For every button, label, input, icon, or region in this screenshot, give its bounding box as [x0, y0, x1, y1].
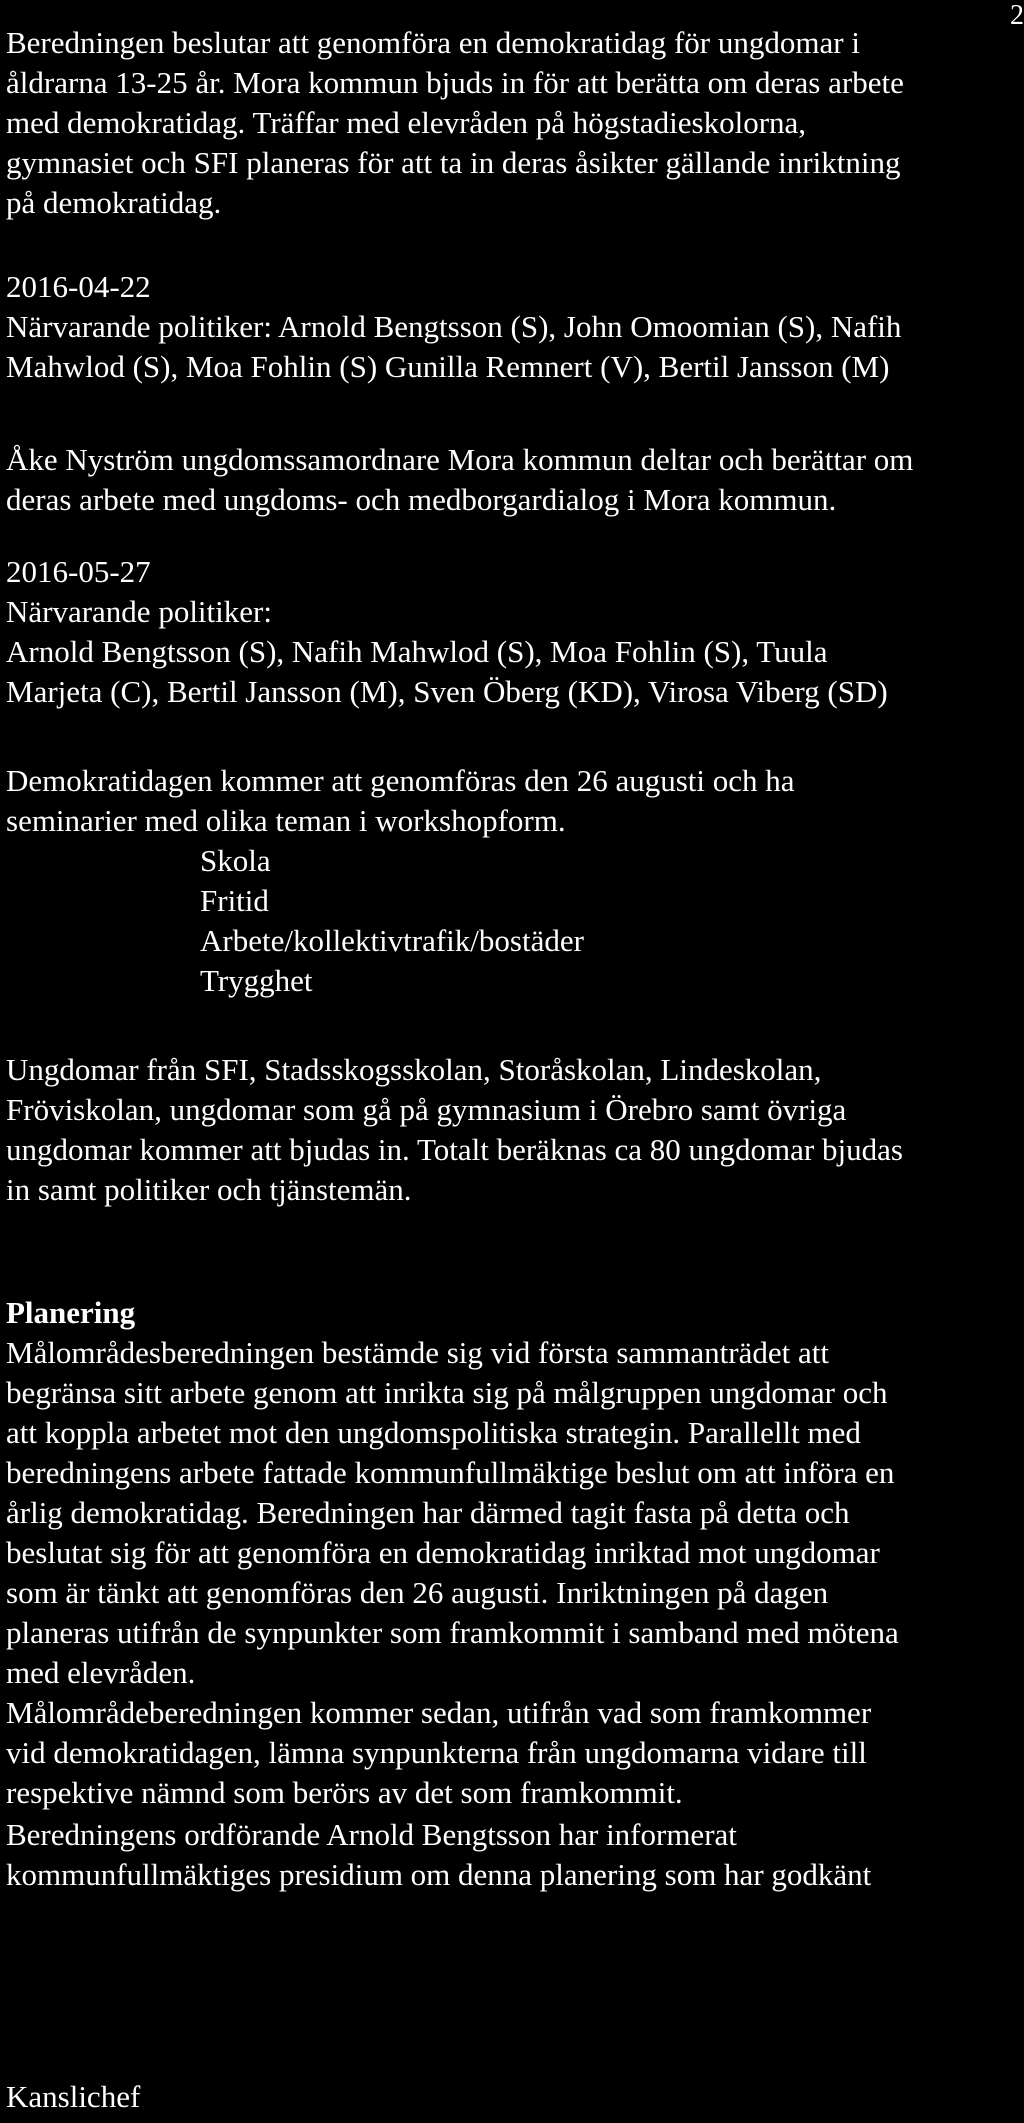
list-item: Arbete/kollektivtrafik/bostäder — [200, 923, 584, 958]
text-line: planeras utifrån de synpunkter som framkommit i samband med mötena — [6, 1615, 899, 1650]
text-line: Fröviskolan, ungdomar som gå på gymnasium i Örebro samt övriga — [6, 1092, 847, 1127]
text-line: deras arbete med ungdoms- och medborgardialog i Mora kommun. — [6, 482, 837, 517]
meeting-date: 2016-04-22 — [6, 269, 151, 304]
section-heading: Planering — [6, 1295, 136, 1330]
list-item: Fritid — [200, 883, 269, 918]
signature-label: Kanslichef — [6, 2079, 141, 2114]
meeting-date: 2016-05-27 — [6, 554, 151, 589]
attendees-line: Närvarande politiker: Arnold Bengtsson (S), John Omoomian (S), Nafih — [6, 309, 902, 344]
invitees-paragraph — [6, 1050, 1016, 1210]
text-line: med elevråden. — [6, 1655, 196, 1690]
text-line: ungdomar kommer att bjudas in. Totalt beräknas ca 80 ungdomar bjudas — [6, 1132, 903, 1167]
text-line: Beredningens ordförande Arnold Bengtsson har informerat — [6, 1817, 737, 1852]
text-line: Beredningen beslutar att genomföra en demokratidag för ungdomar i — [6, 25, 860, 60]
text-line: att koppla arbetet mot den ungdomspolitiska strategin. Parallellt med — [6, 1415, 861, 1450]
list-item: Trygghet — [200, 963, 313, 998]
text-line: med demokratidag. Träffar med elevråden på högstadieskolorna, — [6, 105, 807, 140]
meeting-1-section — [6, 267, 1016, 387]
planering-section — [6, 1293, 1016, 1813]
text-line: Målområdeberedningen kommer sedan, utifrån vad som framkommer — [6, 1695, 872, 1730]
text-line: Demokratidagen kommer att genomföras den 26 augusti och ha — [6, 763, 795, 798]
text-line: på demokratidag. — [6, 185, 222, 220]
signature-title — [6, 2077, 1016, 2117]
intro-paragraph — [6, 23, 1016, 223]
text-line: som är tänkt att genomföras den 26 augusti. Inriktningen på dagen — [6, 1575, 829, 1610]
text-line: beredningens arbete fattade kommunfullmäktige beslut om att införa en — [6, 1455, 895, 1490]
text-line: seminarier med olika teman i workshopform. — [6, 803, 566, 838]
text-line: begränsa sitt arbete genom att inrikta sig på målgruppen ungdomar och — [6, 1375, 888, 1410]
text-line: åldrarna 13-25 år. Mora kommun bjuds in för att berätta om deras arbete — [6, 65, 904, 100]
attendees-line: Arnold Bengtsson (S), Nafih Mahwlod (S), Moa Fohlin (S), Tuula — [6, 634, 828, 669]
text-line: gymnasiet och SFI planeras för att ta in deras åsikter gällande inriktning — [6, 145, 901, 180]
list-item: Skola — [200, 843, 271, 878]
text-line: vid demokratidagen, lämna synpunkterna från ungdomarna vidare till — [6, 1735, 867, 1770]
text-line: Målområdesberedningen bestämde sig vid första sammanträdet att — [6, 1335, 829, 1370]
text-line: respektive nämnd som berörs av det som framkommit. — [6, 1775, 683, 1810]
attendees-line: Mahwlod (S), Moa Fohlin (S) Gunilla Remnert (V), Bertil Jansson (M) — [6, 349, 890, 384]
text-line: kommunfullmäktiges presidium om denna planering som har godkänt — [6, 1857, 872, 1892]
meeting-2-note — [6, 761, 1016, 841]
text-line: in samt politiker och tjänstemän. — [6, 1172, 412, 1207]
meeting-2-section — [6, 552, 1016, 712]
text-line: beslutat sig för att genomföra en demokratidag inriktad mot ungdomar — [6, 1535, 880, 1570]
page-number: 2 — [1010, 0, 1024, 31]
text-line: Åke Nyström ungdomssamordnare Mora kommun deltar och berättar om — [6, 442, 914, 477]
text-line: årlig demokratidag. Beredningen har därmed tagit fasta på detta och — [6, 1495, 850, 1530]
meeting-1-note — [6, 440, 1016, 520]
attendees-line: Marjeta (C), Bertil Jansson (M), Sven Öberg (KD), Virosa Viberg (SD) — [6, 674, 888, 709]
text-line: Ungdomar från SFI, Stadsskogsskolan, Storåskolan, Lindeskolan, — [6, 1052, 822, 1087]
attendees-label: Närvarande politiker: — [6, 594, 272, 629]
presidium-paragraph — [6, 1815, 1016, 1895]
workshop-themes-list — [6, 841, 1024, 1001]
